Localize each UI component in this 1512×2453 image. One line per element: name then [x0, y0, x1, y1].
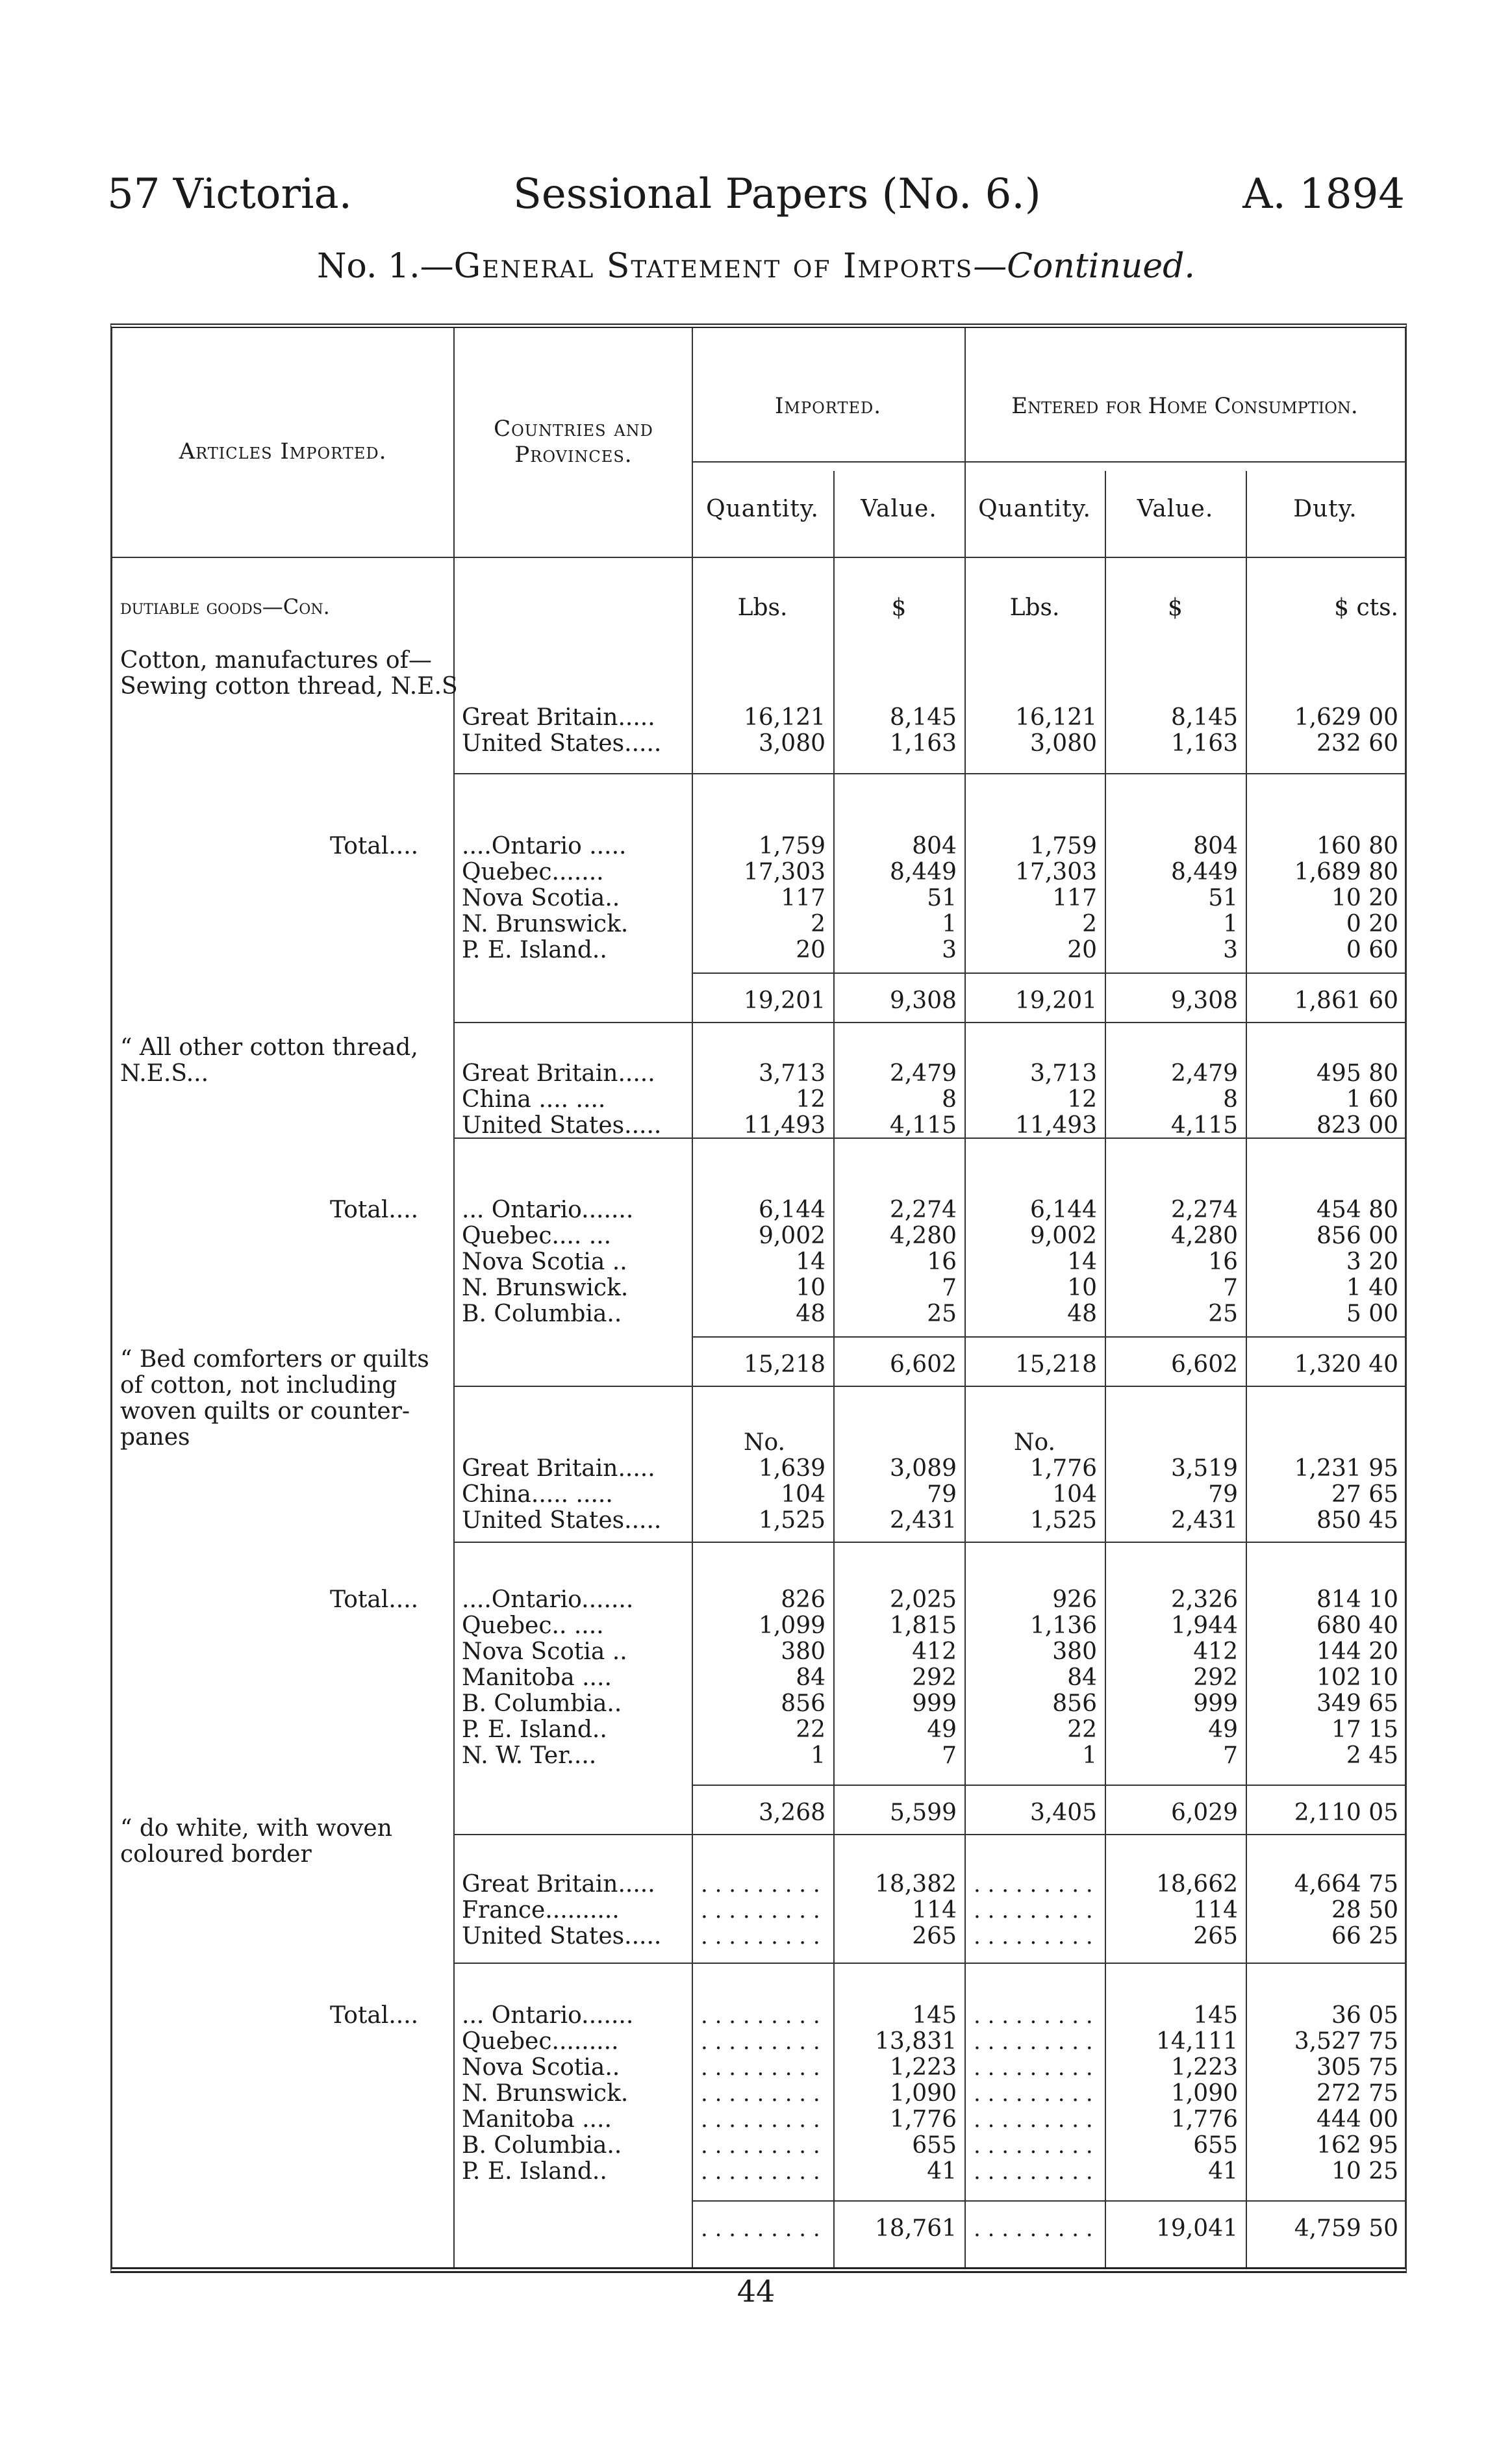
imported-quantity-cell: 19,201 [744, 987, 825, 1014]
entered-quantity-cell: 17,303 [1015, 859, 1097, 885]
imported-quantity-cell: 3,713 [758, 1060, 825, 1087]
unit-val: $ [891, 594, 907, 621]
imported-quantity-cell: 10 [796, 1275, 825, 1301]
entered-value-cell: 4,115 [1170, 1112, 1238, 1139]
entered-value-cell: 4,280 [1170, 1223, 1238, 1249]
duty-cell: 2,110 05 [1294, 1799, 1398, 1826]
duty-cell: 4,759 50 [1294, 2215, 1398, 2242]
country-cell: United States..... [462, 1112, 662, 1139]
country-cell: P. E. Island.. [462, 2158, 607, 2185]
unit-duty: $ cts. [1334, 594, 1398, 621]
total-label: Total.... [330, 833, 419, 859]
duty-cell: 823 00 [1317, 1112, 1398, 1139]
total-label: Total.... [330, 1586, 419, 1613]
table-title-prefix: No. 1.— [317, 247, 454, 286]
country-cell: Nova Scotia .. [462, 1638, 627, 1665]
imported-quantity-cell: 14 [796, 1249, 825, 1275]
imported-value-cell: 1,776 [889, 2106, 957, 2133]
duty-cell: 814 10 [1317, 1586, 1398, 1613]
country-cell: Great Britain..... [462, 1455, 655, 1482]
section-rule [453, 1386, 1405, 1387]
entered-quantity-cell: 10 [1067, 1275, 1097, 1301]
section-label: dutiable goods—Con. [120, 594, 330, 619]
entered-value-cell: 14,111 [1156, 2028, 1238, 2055]
duty-cell: 680 40 [1317, 1612, 1398, 1639]
section-rule [453, 1022, 1405, 1023]
country-cell: Great Britain..... [462, 1060, 655, 1087]
duty-cell: 349 65 [1317, 1690, 1398, 1717]
duty-cell: 162 95 [1317, 2132, 1398, 2159]
entered-value-cell: 114 [1193, 1897, 1238, 1924]
country-cell: United States..... [462, 730, 662, 757]
imported-value-cell: 6,602 [889, 1351, 957, 1378]
entered-value-cell: 2,479 [1170, 1060, 1238, 1087]
entered-value-cell: 292 [1193, 1664, 1238, 1691]
country-cell: France.......... [462, 1897, 620, 1924]
imported-value-cell: 51 [927, 885, 957, 911]
duty-cell: 17 15 [1331, 1716, 1398, 1743]
imported-quantity-cell: 15,218 [744, 1351, 825, 1378]
entered-quantity-leader: . . . . . . . . . [974, 2133, 1093, 2159]
article-sewing-cotton: Cotton, manufactures of— Sewing cotton thread, N.E.S [120, 647, 458, 700]
entered-value-cell: 1,163 [1170, 730, 1238, 757]
entered-quantity-cell: 856 [1052, 1690, 1097, 1717]
table-title-suffix: —Continued. [973, 247, 1195, 286]
imported-quantity-leader: . . . . . . . . . [701, 1898, 820, 1924]
duty-cell: 1,231 95 [1294, 1455, 1398, 1482]
country-cell: ... Ontario....... [462, 2002, 634, 2029]
country-cell: United States..... [462, 1507, 662, 1534]
duty-cell: 144 20 [1317, 1638, 1398, 1665]
entered-value-cell: 6,602 [1170, 1351, 1238, 1378]
col-articles: Articles Imported. [179, 438, 387, 464]
entered-value-cell: 25 [1208, 1301, 1238, 1327]
imported-quantity-cell: 117 [781, 885, 825, 911]
entered-value-cell: 6,029 [1170, 1799, 1238, 1826]
col-quantity: Quantity. [706, 496, 819, 522]
entered-value-cell: 8,449 [1170, 859, 1238, 885]
duty-cell: 0 20 [1346, 911, 1398, 937]
imported-quantity-cell: 3,268 [758, 1799, 825, 1826]
imported-quantity-cell: 11,493 [744, 1112, 825, 1139]
entered-value-cell: 3 [1223, 937, 1238, 963]
country-cell: China .... .... [462, 1086, 606, 1113]
entered-value-cell: 1,090 [1170, 2080, 1238, 2107]
imported-quantity-leader: . . . . . . . . . [701, 2133, 820, 2159]
imported-value-cell: 1 [942, 911, 957, 937]
entered-quantity-cell: 15,218 [1015, 1351, 1097, 1378]
unit-val-2: $ [1168, 594, 1183, 621]
entered-quantity-cell: 12 [1067, 1086, 1097, 1113]
col-duty: Duty. [1293, 496, 1357, 522]
rule [453, 328, 455, 2267]
duty-cell: 36 05 [1331, 2002, 1398, 2029]
duty-cell: 1,320 40 [1294, 1351, 1398, 1378]
duty-cell: 66 25 [1331, 1923, 1398, 1950]
country-cell: ... Ontario....... [462, 1197, 634, 1223]
duty-cell: 1 40 [1346, 1275, 1398, 1301]
entered-value-cell: 7 [1223, 1742, 1238, 1769]
entered-quantity-cell: 1,776 [1029, 1455, 1097, 1482]
imported-value-cell: 2,479 [889, 1060, 957, 1087]
rule [112, 557, 1405, 558]
country-cell: B. Columbia.. [462, 1301, 622, 1327]
imported-value-cell: 18,382 [875, 1871, 957, 1898]
imported-value-cell: 265 [912, 1923, 957, 1950]
imported-quantity-leader: . . . . . . . . . [701, 1924, 820, 1950]
entered-value-cell: 2,274 [1170, 1197, 1238, 1223]
country-cell: N. Brunswick. [462, 2080, 629, 2107]
imported-value-cell: 999 [912, 1690, 957, 1717]
duty-cell: 444 00 [1317, 2106, 1398, 2133]
imported-value-cell: 16 [927, 1249, 957, 1275]
imported-value-cell: 5,599 [889, 1799, 957, 1826]
country-cell: Quebec......... [462, 2028, 619, 2055]
entered-quantity-cell: 19,201 [1015, 987, 1097, 1014]
imported-quantity-leader: . . . . . . . . . [701, 1872, 820, 1898]
entered-quantity-cell: 380 [1052, 1638, 1097, 1665]
col-countries: Countries and Provinces. [494, 416, 653, 468]
entered-quantity-cell: 104 [1052, 1481, 1097, 1508]
entered-quantity-leader: . . . . . . . . . [974, 1898, 1093, 1924]
entered-quantity-cell: 1,525 [1029, 1507, 1097, 1534]
duty-cell: 27 65 [1331, 1481, 1398, 1508]
entered-quantity-leader: . . . . . . . . . [974, 2159, 1093, 2185]
country-cell: B. Columbia.. [462, 2132, 622, 2159]
unit-qty-2: Lbs. [1009, 594, 1060, 621]
section-rule [453, 1834, 1405, 1835]
imported-value-cell: 2,431 [889, 1507, 957, 1534]
duty-cell: 1,689 80 [1294, 859, 1398, 885]
duty-cell: 856 00 [1317, 1223, 1398, 1249]
imported-value-cell: 1,223 [889, 2054, 957, 2081]
country-cell: Manitoba .... [462, 2106, 612, 2133]
entered-quantity-leader: . . . . . . . . . [974, 1924, 1093, 1950]
entered-quantity-leader: . . . . . . . . . [974, 1872, 1093, 1898]
duty-cell: 10 20 [1331, 885, 1398, 911]
imported-quantity-cell: 1 [811, 1742, 825, 1769]
duty-cell: 850 45 [1317, 1507, 1398, 1534]
imported-quantity-cell: 9,002 [758, 1223, 825, 1249]
duty-cell: 454 80 [1317, 1197, 1398, 1223]
entered-value-cell: 3,519 [1170, 1455, 1238, 1482]
entered-value-cell: 2,431 [1170, 1507, 1238, 1534]
imported-value-cell: 2,274 [889, 1197, 957, 1223]
duty-cell: 3,527 75 [1294, 2028, 1398, 2055]
page-number: 44 [737, 2274, 775, 2309]
country-cell: N. Brunswick. [462, 911, 629, 937]
sum-rule [692, 972, 1405, 974]
entered-value-cell: 19,041 [1156, 2215, 1238, 2242]
total-label: Total.... [330, 2002, 419, 2029]
imported-quantity-cell: 2 [811, 911, 825, 937]
duty-cell: 1,629 00 [1294, 704, 1398, 731]
sum-rule [692, 1336, 1405, 1338]
table-title-main: General Statement of Imports [453, 247, 974, 286]
duty-cell: 2 45 [1346, 1742, 1398, 1769]
entered-value-cell: 41 [1208, 2158, 1238, 2185]
imported-value-cell: 145 [912, 2002, 957, 2029]
entered-quantity-cell: 84 [1067, 1664, 1097, 1691]
col-value: Value. [861, 496, 937, 522]
imported-quantity-leader: . . . . . . . . . [701, 2029, 820, 2055]
country-cell: Nova Scotia .. [462, 1249, 627, 1275]
imported-value-cell: 1,163 [889, 730, 957, 757]
article-white-woven: “ do white, with woven coloured border [120, 1815, 392, 1868]
entered-value-cell: 8,145 [1170, 704, 1238, 731]
entered-value-cell: 804 [1193, 833, 1238, 859]
imported-value-cell: 13,831 [875, 2028, 957, 2055]
imported-value-cell: 8,449 [889, 859, 957, 885]
col-imported: Imported. [774, 393, 882, 419]
section-rule [453, 1963, 1405, 1964]
imported-quantity-leader: . . . . . . . . . [701, 2216, 820, 2242]
duty-cell: 5 00 [1346, 1301, 1398, 1327]
duty-cell: 28 50 [1331, 1897, 1398, 1924]
section-rule [453, 773, 1405, 774]
imported-quantity-cell: 380 [781, 1638, 825, 1665]
imported-quantity-leader: . . . . . . . . . [701, 2107, 820, 2133]
imported-quantity-leader: . . . . . . . . . [701, 2159, 820, 2185]
col-value-2: Value. [1137, 496, 1214, 522]
country-cell: P. E. Island.. [462, 1716, 607, 1743]
country-cell: United States..... [462, 1923, 662, 1950]
imported-quantity-cell: 1,525 [758, 1507, 825, 1534]
duty-cell: 4,664 75 [1294, 1871, 1398, 1898]
section-rule [453, 1542, 1405, 1543]
entered-value-cell: 8 [1223, 1086, 1238, 1113]
imported-value-cell: 7 [942, 1742, 957, 1769]
duty-cell: 0 60 [1346, 937, 1398, 963]
entered-quantity-cell: 48 [1067, 1301, 1097, 1327]
entered-quantity-leader: . . . . . . . . . [974, 2055, 1093, 2081]
entered-quantity-cell: 22 [1067, 1716, 1097, 1743]
entered-value-cell: 1 [1223, 911, 1238, 937]
imported-quantity-cell: 104 [781, 1481, 825, 1508]
country-cell: Manitoba .... [462, 1664, 612, 1691]
entered-value-cell: 16 [1208, 1249, 1238, 1275]
duty-cell: 10 25 [1331, 2158, 1398, 2185]
country-cell: N. Brunswick. [462, 1275, 629, 1301]
imported-quantity-cell: 856 [781, 1690, 825, 1717]
duty-cell: 495 80 [1317, 1060, 1398, 1087]
entered-quantity-leader: . . . . . . . . . [974, 2216, 1093, 2242]
imported-value-cell: 3,089 [889, 1455, 957, 1482]
imported-quantity-leader: . . . . . . . . . [701, 2003, 820, 2029]
imported-quantity-cell: 1,759 [758, 833, 825, 859]
duty-cell: 1 60 [1346, 1086, 1398, 1113]
article-bed-comforters: “ Bed comforters or quilts of cotton, not including woven quilts or counter-panes [120, 1346, 429, 1451]
imported-quantity-cell: 48 [796, 1301, 825, 1327]
entered-value-cell: 655 [1193, 2132, 1238, 2159]
entered-value-cell: 9,308 [1170, 987, 1238, 1014]
entered-value-cell: 265 [1193, 1923, 1238, 1950]
entered-value-cell: 79 [1208, 1481, 1238, 1508]
duty-cell: 232 60 [1317, 730, 1398, 757]
number-unit-label: No. [1014, 1429, 1055, 1456]
imported-value-cell: 1,090 [889, 2080, 957, 2107]
rule [692, 461, 1405, 463]
imported-value-cell: 4,280 [889, 1223, 957, 1249]
duty-cell: 1,861 60 [1294, 987, 1398, 1014]
number-unit-label: No. [744, 1429, 785, 1456]
country-cell: P. E. Island.. [462, 937, 607, 963]
entered-quantity-cell: 3,713 [1029, 1060, 1097, 1087]
imported-value-cell: 9,308 [889, 987, 957, 1014]
imported-value-cell: 3 [942, 937, 957, 963]
imported-value-cell: 8 [942, 1086, 957, 1113]
imported-value-cell: 79 [927, 1481, 957, 1508]
imported-quantity-cell: 12 [796, 1086, 825, 1113]
entered-quantity-cell: 20 [1067, 937, 1097, 963]
entered-quantity-leader: . . . . . . . . . [974, 2107, 1093, 2133]
country-cell: Nova Scotia.. [462, 2054, 620, 2081]
imported-value-cell: 412 [912, 1638, 957, 1665]
entered-quantity-cell: 1,759 [1029, 833, 1097, 859]
entered-value-cell: 2,326 [1170, 1586, 1238, 1613]
imported-value-cell: 49 [927, 1716, 957, 1743]
entered-value-cell: 1,223 [1170, 2054, 1238, 2081]
entered-quantity-leader: . . . . . . . . . [974, 2029, 1093, 2055]
country-cell: China..... ..... [462, 1481, 613, 1508]
imported-value-cell: 292 [912, 1664, 957, 1691]
imported-quantity-cell: 84 [796, 1664, 825, 1691]
article-other-cotton-thread: “ All other cotton thread, N.E.S... [120, 1034, 418, 1087]
imported-value-cell: 8,145 [889, 704, 957, 731]
imported-quantity-cell: 3,080 [758, 730, 825, 757]
unit-qty: Lbs. [737, 594, 788, 621]
imported-value-cell: 41 [927, 2158, 957, 2185]
imported-value-cell: 25 [927, 1301, 957, 1327]
entered-value-cell: 999 [1193, 1690, 1238, 1717]
header-series: Sessional Papers (No. 6.) [513, 170, 1041, 218]
entered-quantity-cell: 1,136 [1029, 1612, 1097, 1639]
country-cell: Quebec....... [462, 859, 604, 885]
imported-value-cell: 2,025 [889, 1586, 957, 1613]
country-cell: Great Britain..... [462, 704, 655, 731]
header-volume: 57 Victoria. [107, 170, 352, 218]
imported-value-cell: 114 [912, 1897, 957, 1924]
entered-quantity-leader: . . . . . . . . . [974, 2081, 1093, 2107]
sum-rule [692, 2200, 1405, 2202]
entered-value-cell: 412 [1193, 1638, 1238, 1665]
country-cell: N. W. Ter.... [462, 1742, 597, 1769]
imported-quantity-leader: . . . . . . . . . [701, 2055, 820, 2081]
imports-table [110, 324, 1407, 2273]
entered-value-cell: 145 [1193, 2002, 1238, 2029]
header-year: A. 1894 [1242, 170, 1405, 218]
imported-value-cell: 4,115 [889, 1112, 957, 1139]
imported-quantity-cell: 17,303 [744, 859, 825, 885]
entered-value-cell: 49 [1208, 1716, 1238, 1743]
country-cell: Quebec.... ... [462, 1223, 612, 1249]
entered-quantity-cell: 9,002 [1029, 1223, 1097, 1249]
entered-quantity-cell: 6,144 [1029, 1197, 1097, 1223]
country-cell: Nova Scotia.. [462, 885, 620, 911]
country-cell: ....Ontario....... [462, 1586, 634, 1613]
imported-value-cell: 655 [912, 2132, 957, 2159]
country-cell: Great Britain..... [462, 1871, 655, 1898]
imported-value-cell: 804 [912, 833, 957, 859]
imported-value-cell: 7 [942, 1275, 957, 1301]
country-cell: B. Columbia.. [462, 1690, 622, 1717]
imported-quantity-cell: 826 [781, 1586, 825, 1613]
duty-cell: 160 80 [1317, 833, 1398, 859]
entered-quantity-cell: 3,080 [1029, 730, 1097, 757]
duty-cell: 102 10 [1317, 1664, 1398, 1691]
imported-quantity-cell: 6,144 [758, 1197, 825, 1223]
imported-quantity-cell: 22 [796, 1716, 825, 1743]
country-cell: Quebec.. .... [462, 1612, 604, 1639]
entered-value-cell: 18,662 [1156, 1871, 1238, 1898]
imported-quantity-leader: . . . . . . . . . [701, 2081, 820, 2107]
imported-quantity-cell: 1,639 [758, 1455, 825, 1482]
imported-quantity-cell: 16,121 [744, 704, 825, 731]
sum-rule [692, 1785, 1405, 1786]
entered-value-cell: 1,776 [1170, 2106, 1238, 2133]
entered-quantity-cell: 926 [1052, 1586, 1097, 1613]
country-cell: ....Ontario ..... [462, 833, 627, 859]
entered-quantity-cell: 2 [1082, 911, 1097, 937]
duty-cell: 272 75 [1317, 2080, 1398, 2107]
duty-cell: 3 20 [1346, 1249, 1398, 1275]
imported-value-cell: 1,815 [889, 1612, 957, 1639]
entered-quantity-cell: 1 [1082, 1742, 1097, 1769]
entered-quantity-cell: 16,121 [1015, 704, 1097, 731]
imported-quantity-cell: 1,099 [758, 1612, 825, 1639]
entered-quantity-cell: 11,493 [1015, 1112, 1097, 1139]
entered-quantity-cell: 117 [1052, 885, 1097, 911]
total-label: Total.... [330, 1197, 419, 1223]
entered-value-cell: 51 [1208, 885, 1238, 911]
imported-value-cell: 18,761 [875, 2215, 957, 2242]
col-entered: Entered for Home Consumption. [1011, 393, 1358, 419]
entered-quantity-cell: 14 [1067, 1249, 1097, 1275]
entered-quantity-leader: . . . . . . . . . [974, 2003, 1093, 2029]
col-quantity-2: Quantity. [978, 496, 1091, 522]
entered-value-cell: 7 [1223, 1275, 1238, 1301]
table-title [0, 247, 1512, 286]
entered-quantity-cell: 3,405 [1029, 1799, 1097, 1826]
entered-value-cell: 1,944 [1170, 1612, 1238, 1639]
imported-quantity-cell: 20 [796, 937, 825, 963]
duty-cell: 305 75 [1317, 2054, 1398, 2081]
